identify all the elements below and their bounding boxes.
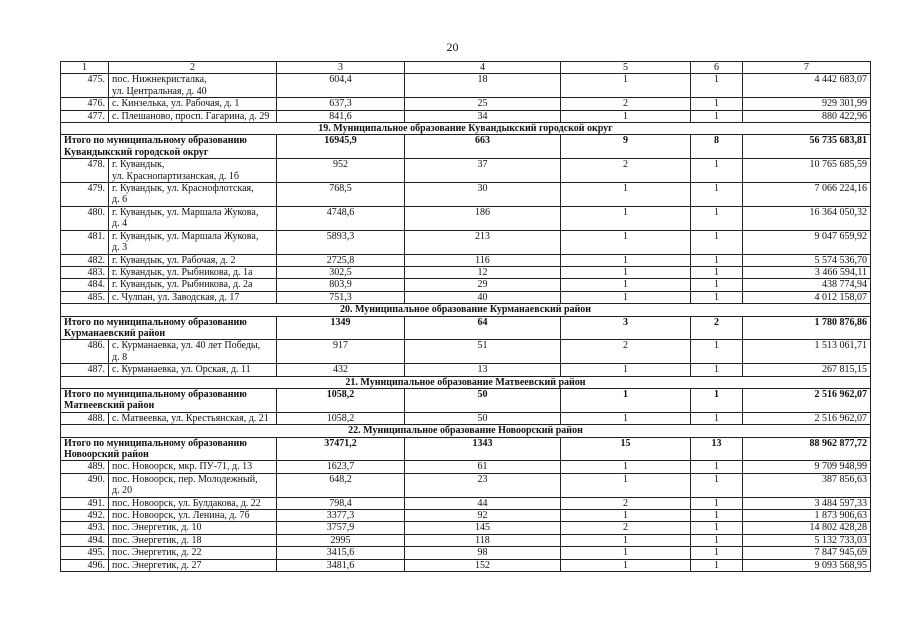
table-row <box>61 547 871 559</box>
amount-cell: 14 802 428,28 <box>743 522 871 534</box>
area-cell: 841,6 <box>277 110 405 122</box>
table-row <box>61 110 871 122</box>
address-cell: с. Чулпан, ул. Заводская, д. 17 <box>109 291 277 303</box>
table-row <box>61 266 871 278</box>
column-header: 4 <box>405 62 561 74</box>
amount-cell: 10 765 685,59 <box>743 159 871 183</box>
area-cell: 1623,7 <box>277 461 405 473</box>
area-cell: 2995 <box>277 534 405 546</box>
total-area-cell: 1058,2 <box>277 388 405 412</box>
amount-cell: 3 466 594,11 <box>743 266 871 278</box>
total-col4-cell: 663 <box>405 135 561 159</box>
address-cell: с. Кинзелька, ул. Рабочая, д. 1 <box>109 98 277 110</box>
section-title: 20. Муниципальное образование Курманаевский район <box>61 304 871 316</box>
row-number-cell: 478. <box>61 159 109 183</box>
row-number-cell: 491. <box>61 497 109 509</box>
total-amount-cell: 56 735 683,81 <box>743 135 871 159</box>
total-col4-cell: 50 <box>405 388 561 412</box>
col5-cell: 1 <box>561 266 691 278</box>
row-number-cell: 492. <box>61 510 109 522</box>
amount-cell: 929 301,99 <box>743 98 871 110</box>
total-col5-cell: 9 <box>561 135 691 159</box>
area-cell: 4748,6 <box>277 206 405 230</box>
col5-cell: 1 <box>561 74 691 98</box>
col5-cell: 1 <box>561 291 691 303</box>
table-row <box>61 291 871 303</box>
address-cell: г. Кувандык, ул. Рабочая, д. 2 <box>109 254 277 266</box>
address-cell: г. Кувандык, ул. Краснофлотская, д. 6 <box>109 183 277 207</box>
col6-cell: 1 <box>691 254 743 266</box>
table-row <box>61 279 871 291</box>
table-body <box>61 74 871 572</box>
column-number-row <box>61 62 871 74</box>
amount-cell: 5 574 536,70 <box>743 254 871 266</box>
col6-cell: 1 <box>691 98 743 110</box>
row-number-cell: 477. <box>61 110 109 122</box>
row-number-cell: 485. <box>61 291 109 303</box>
area-cell: 3377,3 <box>277 510 405 522</box>
col6-cell: 1 <box>691 291 743 303</box>
col5-cell: 2 <box>561 98 691 110</box>
col6-cell: 1 <box>691 266 743 278</box>
total-amount-cell: 1 780 876,86 <box>743 316 871 340</box>
area-cell: 917 <box>277 340 405 364</box>
amount-cell: 5 132 733,03 <box>743 534 871 546</box>
col6-cell: 1 <box>691 183 743 207</box>
col4-cell: 61 <box>405 461 561 473</box>
table-row <box>61 534 871 546</box>
row-number-cell: 487. <box>61 364 109 376</box>
total-col5-cell: 1 <box>561 388 691 412</box>
area-cell: 2725,8 <box>277 254 405 266</box>
subtotal-row <box>61 316 871 340</box>
address-cell: с. Матвеевка, ул. Крестьянская, д. 21 <box>109 412 277 424</box>
area-cell: 1058,2 <box>277 412 405 424</box>
column-header: 5 <box>561 62 691 74</box>
col4-cell: 44 <box>405 497 561 509</box>
col6-cell: 1 <box>691 279 743 291</box>
amount-cell: 387 856,63 <box>743 473 871 497</box>
housing-register-table <box>60 61 871 572</box>
total-col6-cell: 1 <box>691 388 743 412</box>
section-title: 21. Муниципальное образование Матвеевский район <box>61 376 871 388</box>
row-number-cell: 476. <box>61 98 109 110</box>
total-area-cell: 16945,9 <box>277 135 405 159</box>
row-number-cell: 488. <box>61 412 109 424</box>
col6-cell: 1 <box>691 74 743 98</box>
total-col4-cell: 1343 <box>405 437 561 461</box>
area-cell: 604,4 <box>277 74 405 98</box>
subtotal-row <box>61 437 871 461</box>
total-amount-cell: 2 516 962,07 <box>743 388 871 412</box>
col6-cell: 1 <box>691 473 743 497</box>
section-heading-row <box>61 304 871 316</box>
area-cell: 768,5 <box>277 183 405 207</box>
amount-cell: 9 047 659,92 <box>743 230 871 254</box>
total-col6-cell: 13 <box>691 437 743 461</box>
col5-cell: 1 <box>561 254 691 266</box>
col6-cell: 1 <box>691 206 743 230</box>
amount-cell: 1 513 061,71 <box>743 340 871 364</box>
table-row <box>61 74 871 98</box>
address-cell: пос. Энергетик, д. 18 <box>109 534 277 546</box>
section-heading-row <box>61 425 871 437</box>
col4-cell: 12 <box>405 266 561 278</box>
table-row <box>61 230 871 254</box>
col5-cell: 2 <box>561 497 691 509</box>
col6-cell: 1 <box>691 559 743 571</box>
amount-cell: 9 093 568,95 <box>743 559 871 571</box>
row-number-cell: 481. <box>61 230 109 254</box>
amount-cell: 880 422,96 <box>743 110 871 122</box>
address-cell: г. Кувандык, ул. Маршала Жукова, д. 3 <box>109 230 277 254</box>
amount-cell: 4 442 683,07 <box>743 74 871 98</box>
col4-cell: 116 <box>405 254 561 266</box>
col4-cell: 40 <box>405 291 561 303</box>
section-heading-row <box>61 376 871 388</box>
total-col4-cell: 64 <box>405 316 561 340</box>
address-cell: пос. Новоорск, ул. Ленина, д. 7б <box>109 510 277 522</box>
column-header: 6 <box>691 62 743 74</box>
address-cell: с. Плешаново, просп. Гагарина, д. 29 <box>109 110 277 122</box>
col5-cell: 1 <box>561 559 691 571</box>
row-number-cell: 480. <box>61 206 109 230</box>
col4-cell: 118 <box>405 534 561 546</box>
amount-cell: 16 364 050,32 <box>743 206 871 230</box>
row-number-cell: 489. <box>61 461 109 473</box>
col5-cell: 1 <box>561 206 691 230</box>
col4-cell: 213 <box>405 230 561 254</box>
total-area-cell: 37471,2 <box>277 437 405 461</box>
address-cell: с. Курманаевка, ул. Орская, д. 11 <box>109 364 277 376</box>
amount-cell: 7 847 945,69 <box>743 547 871 559</box>
col4-cell: 30 <box>405 183 561 207</box>
address-cell: пос. Энергетик, д. 22 <box>109 547 277 559</box>
col4-cell: 186 <box>405 206 561 230</box>
row-number-cell: 479. <box>61 183 109 207</box>
col4-cell: 51 <box>405 340 561 364</box>
column-header: 3 <box>277 62 405 74</box>
col5-cell: 1 <box>561 473 691 497</box>
col4-cell: 29 <box>405 279 561 291</box>
col4-cell: 13 <box>405 364 561 376</box>
col5-cell: 2 <box>561 159 691 183</box>
col5-cell: 2 <box>561 522 691 534</box>
column-header: 1 <box>61 62 109 74</box>
total-col5-cell: 15 <box>561 437 691 461</box>
total-col6-cell: 2 <box>691 316 743 340</box>
col6-cell: 1 <box>691 412 743 424</box>
col4-cell: 50 <box>405 412 561 424</box>
address-cell: г. Кувандык, ул. Краснопартизанская, д. 1б <box>109 159 277 183</box>
row-number-cell: 490. <box>61 473 109 497</box>
col6-cell: 1 <box>691 159 743 183</box>
table-row <box>61 522 871 534</box>
area-cell: 798,4 <box>277 497 405 509</box>
area-cell: 3415,6 <box>277 547 405 559</box>
address-cell: пос. Энергетик, д. 27 <box>109 559 277 571</box>
column-header: 2 <box>109 62 277 74</box>
section-title: 19. Муниципальное образование Кувандыкский городской округ <box>61 123 871 135</box>
area-cell: 432 <box>277 364 405 376</box>
address-cell: с. Курманаевка, ул. 40 лет Победы, д. 8 <box>109 340 277 364</box>
amount-cell: 7 066 224,16 <box>743 183 871 207</box>
col4-cell: 25 <box>405 98 561 110</box>
amount-cell: 4 012 158,07 <box>743 291 871 303</box>
col5-cell: 1 <box>561 230 691 254</box>
section-title: 22. Муниципальное образование Новоорский район <box>61 425 871 437</box>
col6-cell: 1 <box>691 534 743 546</box>
col4-cell: 18 <box>405 74 561 98</box>
total-area-cell: 1349 <box>277 316 405 340</box>
col5-cell: 1 <box>561 412 691 424</box>
col4-cell: 23 <box>405 473 561 497</box>
col6-cell: 1 <box>691 547 743 559</box>
table-row <box>61 254 871 266</box>
area-cell: 3481,6 <box>277 559 405 571</box>
subtotal-label: Итого по муниципальному образованию Курманаевский район <box>61 316 277 340</box>
row-number-cell: 495. <box>61 547 109 559</box>
address-cell: пос. Новоорск, ул. Булдакова, д. 22 <box>109 497 277 509</box>
table-row <box>61 510 871 522</box>
amount-cell: 267 815,15 <box>743 364 871 376</box>
table-row <box>61 183 871 207</box>
amount-cell: 3 484 597,33 <box>743 497 871 509</box>
row-number-cell: 475. <box>61 74 109 98</box>
subtotal-label: Итого по муниципальному образованию Новоорский район <box>61 437 277 461</box>
area-cell: 751,3 <box>277 291 405 303</box>
row-number-cell: 483. <box>61 266 109 278</box>
col5-cell: 1 <box>561 510 691 522</box>
subtotal-label: Итого по муниципальному образованию Матвеевский район <box>61 388 277 412</box>
subtotal-row <box>61 388 871 412</box>
row-number-cell: 486. <box>61 340 109 364</box>
col6-cell: 1 <box>691 497 743 509</box>
col6-cell: 1 <box>691 522 743 534</box>
amount-cell: 1 873 906,63 <box>743 510 871 522</box>
amount-cell: 9 709 948,99 <box>743 461 871 473</box>
table-row <box>61 364 871 376</box>
table-row <box>61 98 871 110</box>
subtotal-label: Итого по муниципальному образованию Кувандыкский городской округ <box>61 135 277 159</box>
row-number-cell: 493. <box>61 522 109 534</box>
area-cell: 648,2 <box>277 473 405 497</box>
col5-cell: 1 <box>561 110 691 122</box>
area-cell: 3757,9 <box>277 522 405 534</box>
subtotal-row <box>61 135 871 159</box>
row-number-cell: 482. <box>61 254 109 266</box>
table-row <box>61 497 871 509</box>
area-cell: 302,5 <box>277 266 405 278</box>
address-cell: пос. Новоорск, пер. Молодежный, д. 20 <box>109 473 277 497</box>
row-number-cell: 496. <box>61 559 109 571</box>
table-row <box>61 412 871 424</box>
col6-cell: 1 <box>691 510 743 522</box>
area-cell: 952 <box>277 159 405 183</box>
col5-cell: 1 <box>561 534 691 546</box>
address-cell: пос. Нижнекристалка, ул. Центральная, д. 40 <box>109 74 277 98</box>
page-number: 20 <box>446 40 459 54</box>
col4-cell: 98 <box>405 547 561 559</box>
col6-cell: 1 <box>691 110 743 122</box>
table-row <box>61 559 871 571</box>
col6-cell: 1 <box>691 340 743 364</box>
col5-cell: 1 <box>561 547 691 559</box>
col4-cell: 92 <box>405 510 561 522</box>
table-row <box>61 461 871 473</box>
row-number-cell: 484. <box>61 279 109 291</box>
amount-cell: 438 774,94 <box>743 279 871 291</box>
area-cell: 637,3 <box>277 98 405 110</box>
section-heading-row <box>61 123 871 135</box>
col5-cell: 1 <box>561 183 691 207</box>
address-cell: г. Кувандык, ул. Рыбникова, д. 2а <box>109 279 277 291</box>
col5-cell: 2 <box>561 340 691 364</box>
col5-cell: 1 <box>561 461 691 473</box>
table-row <box>61 159 871 183</box>
column-header: 7 <box>743 62 871 74</box>
area-cell: 803,9 <box>277 279 405 291</box>
row-number-cell: 494. <box>61 534 109 546</box>
col4-cell: 34 <box>405 110 561 122</box>
amount-cell: 2 516 962,07 <box>743 412 871 424</box>
total-amount-cell: 88 962 877,72 <box>743 437 871 461</box>
col5-cell: 1 <box>561 364 691 376</box>
address-cell: г. Кувандык, ул. Рыбникова, д. 1а <box>109 266 277 278</box>
area-cell: 5893,3 <box>277 230 405 254</box>
col6-cell: 1 <box>691 461 743 473</box>
total-col6-cell: 8 <box>691 135 743 159</box>
table-row <box>61 206 871 230</box>
table-row <box>61 340 871 364</box>
col5-cell: 1 <box>561 279 691 291</box>
col4-cell: 152 <box>405 559 561 571</box>
col4-cell: 145 <box>405 522 561 534</box>
address-cell: г. Кувандык, ул. Маршала Жукова, д. 4 <box>109 206 277 230</box>
table-row <box>61 473 871 497</box>
col4-cell: 37 <box>405 159 561 183</box>
col6-cell: 1 <box>691 230 743 254</box>
address-cell: пос. Новоорск, мкр. ПУ-71, д. 13 <box>109 461 277 473</box>
col6-cell: 1 <box>691 364 743 376</box>
address-cell: пос. Энергетик, д. 10 <box>109 522 277 534</box>
total-col5-cell: 3 <box>561 316 691 340</box>
